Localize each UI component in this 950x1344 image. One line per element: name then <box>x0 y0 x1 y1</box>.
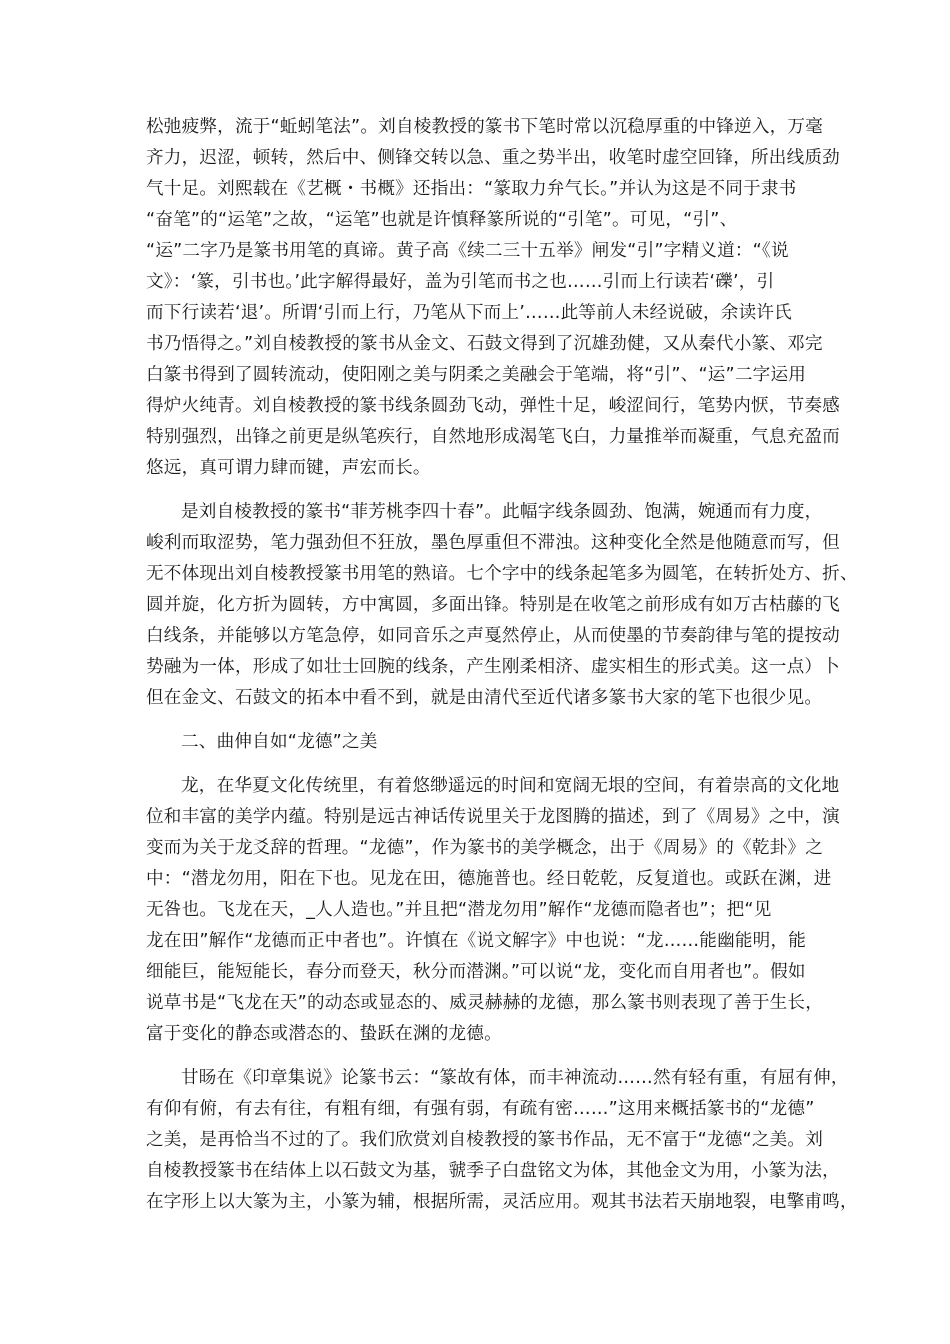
text-line: 有仰有俯，有去有往，有粗有细，有强有弱，有疏有密……”这用来概括篆书的“龙德” <box>146 1099 815 1119</box>
text-line: 峻利而取涩势，笔力强劲但不狂放，墨色厚重但不滞浊。这种变化全然是他随意而写，但 <box>146 533 840 553</box>
text-line: 无咎也。飞龙在天，_人人造也。”并且把“潜龙勿用”解作“龙德而隐者也”；把“见 <box>146 900 772 920</box>
text-line: 细能巨，能短能长，春分而登天，秋分而潜渊。”可以说“龙，变化而自用者也”。假如 <box>146 962 806 982</box>
text-line: 说草书是“飞龙在天”的动态或显态的、威灵赫赫的龙德，那么篆书则表现了善于生长， <box>146 993 824 1013</box>
text-line: 位和丰富的美学内蕴。特别是远古神话传说里关于龙图腾的描述，到了《周易》之中，演 <box>146 807 840 827</box>
text-line: 甘旸在《印章集说》论篆书云：“篆故有体，而丰神流动……然有轻有重，有屈有伸， <box>181 1068 849 1088</box>
section-heading: 二、曲伸自如“龙德”之美 <box>181 732 378 752</box>
text-line: 白线条，并能够以方笔急停，如同音乐之声戛然停止，从而使墨的节奏韵律与笔的提按动 <box>146 626 840 646</box>
text-line: 气十足。刘熙载在《艺概・书概》还指出：“篆取力弁气长。”并认为这是不同于隶书 <box>146 179 797 199</box>
text-line: 变而为关于龙爻辞的哲理。“龙德”，作为篆书的美学概念，出于《周易》的《乾卦》之 <box>146 838 824 858</box>
text-line: 齐力，迟涩，顿转，然后中、侧锋交转以急、重之势半出，收笔时虚空回锋，所出线质劲 <box>146 148 840 168</box>
text-line: 得炉火纯青。刘自棱教授的篆书线条圆劲飞动，弹性十足，峻涩间行，笔势内恹，节奏感 <box>146 396 840 416</box>
text-line: 龙在田”解作“龙德而正中者也”。许慎在《说文解字》中也说：“龙……能幽能明，能 <box>146 931 807 951</box>
text-line: 而下行读若‘退’。所谓‘引而上行，乃笔从下而上’……此等前人未经说破，余读许氏 <box>146 303 792 323</box>
text-line: “运”二字乃是篆书用笔的真谛。黄子高《续二三十五举》闸发“引”字精义道：“《说 <box>146 241 789 261</box>
text-line: 书乃悟得之。”刘自棱教授的篆书从金文、石鼓文得到了沉雄劲健，又从秦代小篆、邓完 <box>146 334 823 354</box>
text-line: 白篆书得到了圆转流动，使阳刚之美与阴柔之美融会于笔端，将“引”、“运”二字运用 <box>146 365 807 385</box>
text-line: 之美，是再恰当不过的了。我们欣赏刘自棱教授的篆书作品，无不富于“龙德“之美。刘 <box>146 1130 824 1150</box>
text-line: 是刘自棱教授的篆书“菲芳桃李四十春”。此幅字线条圆劲、饱满，婉通而有力度， <box>181 502 823 522</box>
text-line: 富于变化的静态或潜态的、蛰跃在渊的龙德。 <box>146 1024 502 1044</box>
text-line: 特别强烈，出锋之前更是纵笔疾行，自然地形成渴笔飞白，力量推举而凝重，气息充盈而 <box>146 427 840 447</box>
text-line: 松弛疲弊，流于“蚯蚓笔法”。刘自棱教授的篆书下笔时常以沉稳厚重的中锋逆入，万毫 <box>146 117 824 137</box>
text-line: 龙，在华夏文化传统里，有着悠缈遥远的时间和宽阔无垠的空间，有着崇高的文化地 <box>181 776 840 796</box>
text-line: 自棱教授篆书在结体上以石鼓文为基，虢季子白盘铭文为体，其他金文为用，小篆为法， <box>146 1161 840 1181</box>
text-line: 在字形上以大篆为主，小篆为辅，根据所需，灵活应用。观其书法若天崩地裂，电擎甫鸣， <box>146 1192 858 1212</box>
text-line: 势融为一体，形成了如壮士回腕的线条，产生刚柔相济、虚实相生的形式美。这一点）卜 <box>146 657 840 677</box>
text-line: 但在金文、石鼓文的拓本中看不到，就是由清代至近代诸多篆书大家的笔下也很少见。 <box>146 688 823 708</box>
text-line: 悠远，真可谓力肆而键，声宏而长。 <box>146 458 431 478</box>
text-line: 无不体现出刘自棱教授篆书用笔的熟谙。七个字中的线条起笔多为圆笔，在转折处方、折、 <box>146 564 858 584</box>
text-line: 中：“潜龙勿用，阳在下也。见龙在田，德施普也。经日乾乾，反复道也。或跃在渊，进 <box>146 869 832 889</box>
text-line: 文》：‘篆，引书也。’此字解得最好，盖为引笔而书之也……引而上行读若‘礫’，引 <box>146 272 775 292</box>
text-line: “奋笔”的“运笔”之故，“运笔”也就是许慎释篆所说的“引笔”。可见，“引”、 <box>146 210 738 230</box>
text-line: 圆并旋，化方折为圆转，方中寓圆，多面出锋。特别是在收笔之前形成有如万古枯藤的飞 <box>146 595 840 615</box>
